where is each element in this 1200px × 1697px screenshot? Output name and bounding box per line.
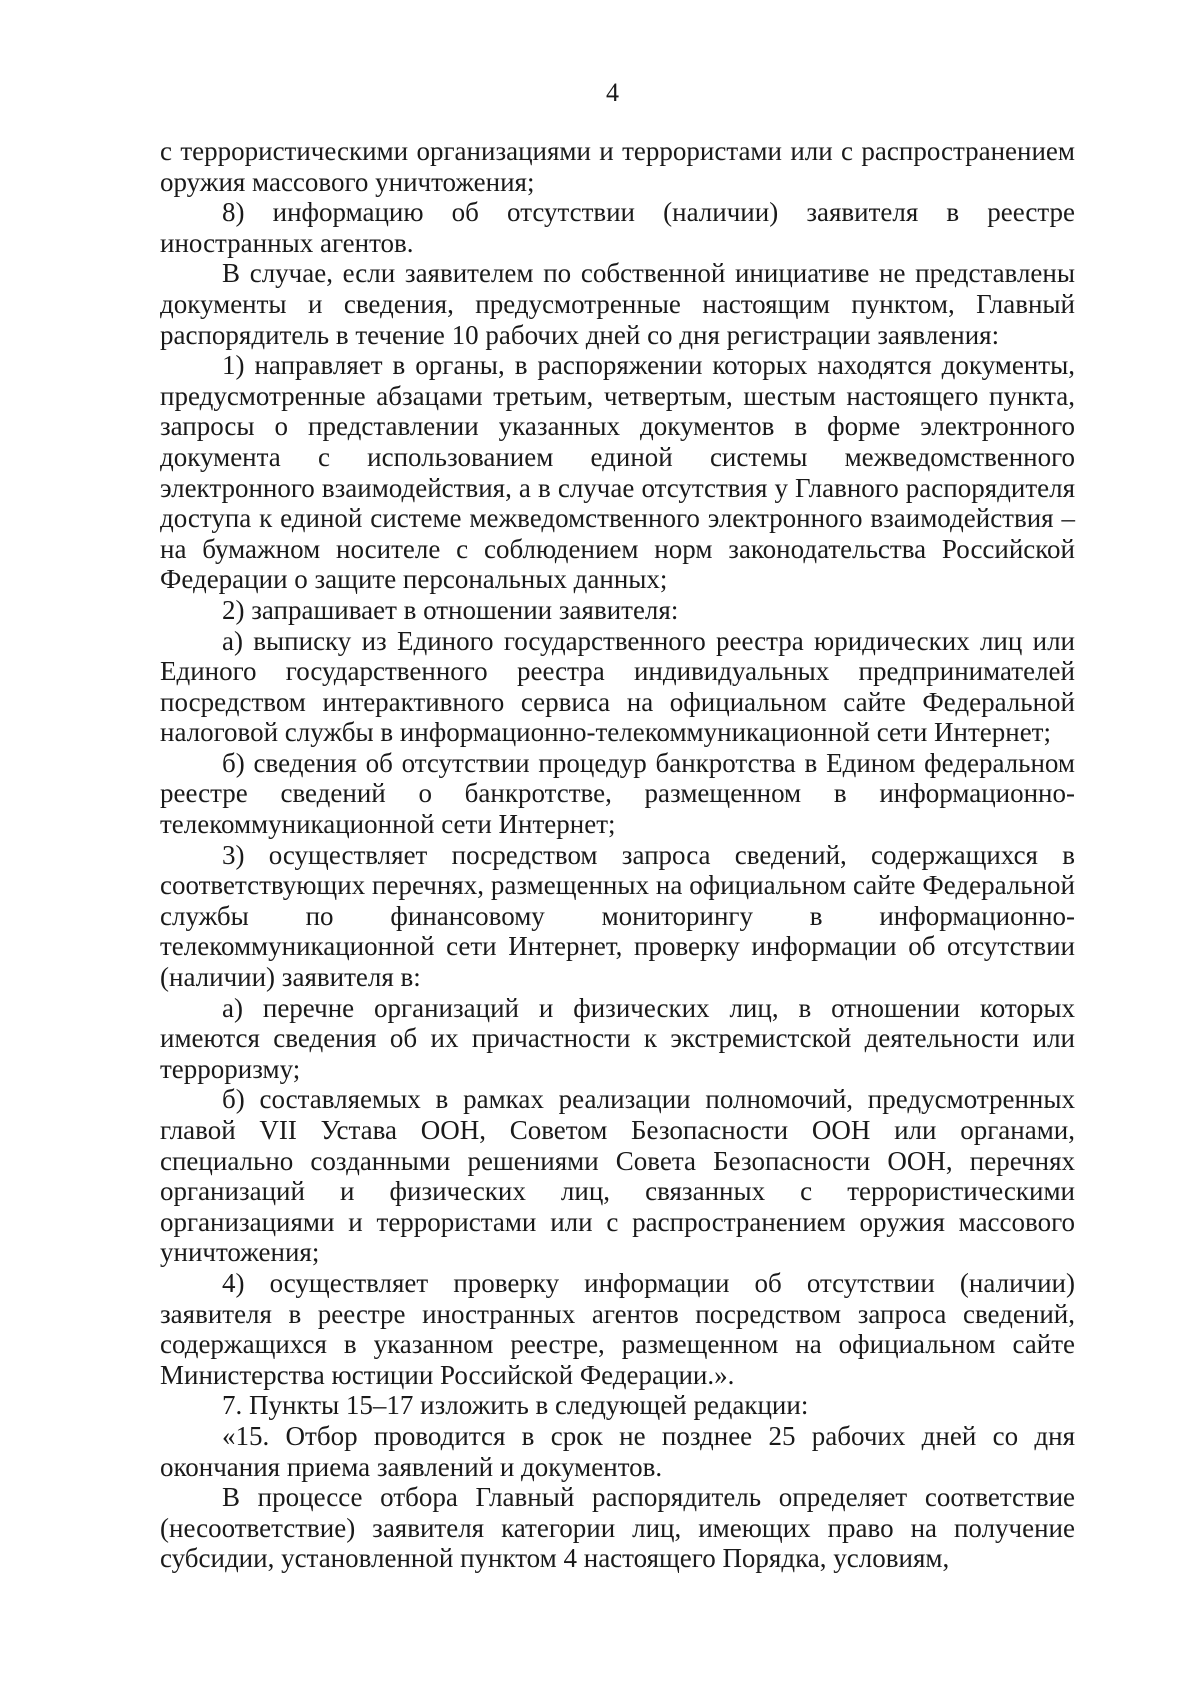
paragraph-item-4: 4) осуществляет проверку информации об отсутствии (наличии) заявителя в реестре иностранных агентов посредством запроса сведений, содержащихся в указанном реестре, размещенном на официальном сайте Министерства юстиции Российской Федерации.». <box>160 1267 1075 1390</box>
paragraph-point-15: «15. Отбор проводится в срок не позднее 25 рабочих дней со дня окончания приема заявлений и документов. <box>160 1420 1075 1482</box>
paragraph-selection-process: В процессе отбора Главный распорядитель определяет соответствие (несоответствие) заявителя категории лиц, имеющих право на получение субсидии, установленной пунктом 4 настоящего Порядка, условиям, <box>160 1482 1075 1574</box>
paragraph-item-3: 3) осуществляет посредством запроса сведений, содержащихся в соответствующих перечнях, размещенных на официальном сайте Федеральной службы по финансовому мониторингу в информационно-телекоммуникационной сети Интернет, проверку информации об отсутствии (наличии) заявителя в: <box>160 839 1075 993</box>
paragraph-item-2a: а) выписку из Единого государственного реестра юридических лиц или Единого государственного реестра индивидуальных предпринимателей посредством интерактивного сервиса на официальном сайте Федеральной налоговой службы в информационно-телекоммуникационной сети Интернет; <box>160 625 1075 748</box>
paragraph-item-3a: а) перечне организаций и физических лиц, в отношении которых имеются сведения об их причастности к экстремистской деятельности или терроризму; <box>160 992 1075 1084</box>
paragraph-case-statement: В случае, если заявителем по собственной инициативе не представлены документы и сведения, предусмотренные настоящим пунктом, Главный распорядитель в течение 10 рабочих дней со дня регистрации заявления: <box>160 258 1075 350</box>
paragraph-item-2b: б) сведения об отсутствии процедур банкротства в Едином федеральном реестре сведений о банкротстве, размещенном в информационно-телекоммуникационной сети Интернет; <box>160 747 1075 840</box>
paragraph-item-3b: б) составляемых в рамках реализации полномочий, предусмотренных главой VII Устава ООН, Советом Безопасности ООН или органами, специально созданными решениями Совета Безопасности ООН, перечнях организаций и физических лиц, связанных с террористическими организациями и террористами или с распространением оружия массового уничтожения; <box>160 1084 1075 1268</box>
paragraph-continuation: с террористическими организациями и террористами или с распространением оружия массового уничтожения; <box>160 136 1075 197</box>
paragraph-item-1: 1) направляет в органы, в распоряжении которых находятся документы, предусмотренные абзацами третьим, четвертым, шестым настоящего пункта, запросы о представлении указанных документов в форме электронного документа с использованием единой системы межведомственного электронного взаимодействия, а в случае отсутствия у Главного распорядителя доступа к единой системе межведомственного электронного взаимодействия – на бумажном носителе с соблюдением норм законодательства Российской Федерации о защите персональных данных; <box>160 350 1075 595</box>
page-number: 4 <box>606 78 619 107</box>
paragraph-section-7: 7. Пункты 15–17 изложить в следующей редакции: <box>222 1390 809 1421</box>
document-body <box>160 136 1075 1574</box>
paragraph-item-2: 2) запрашивает в отношении заявителя: <box>222 594 679 625</box>
paragraph-item-8: 8) информацию об отсутствии (наличии) заявителя в реестре иностранных агентов. <box>160 197 1075 258</box>
